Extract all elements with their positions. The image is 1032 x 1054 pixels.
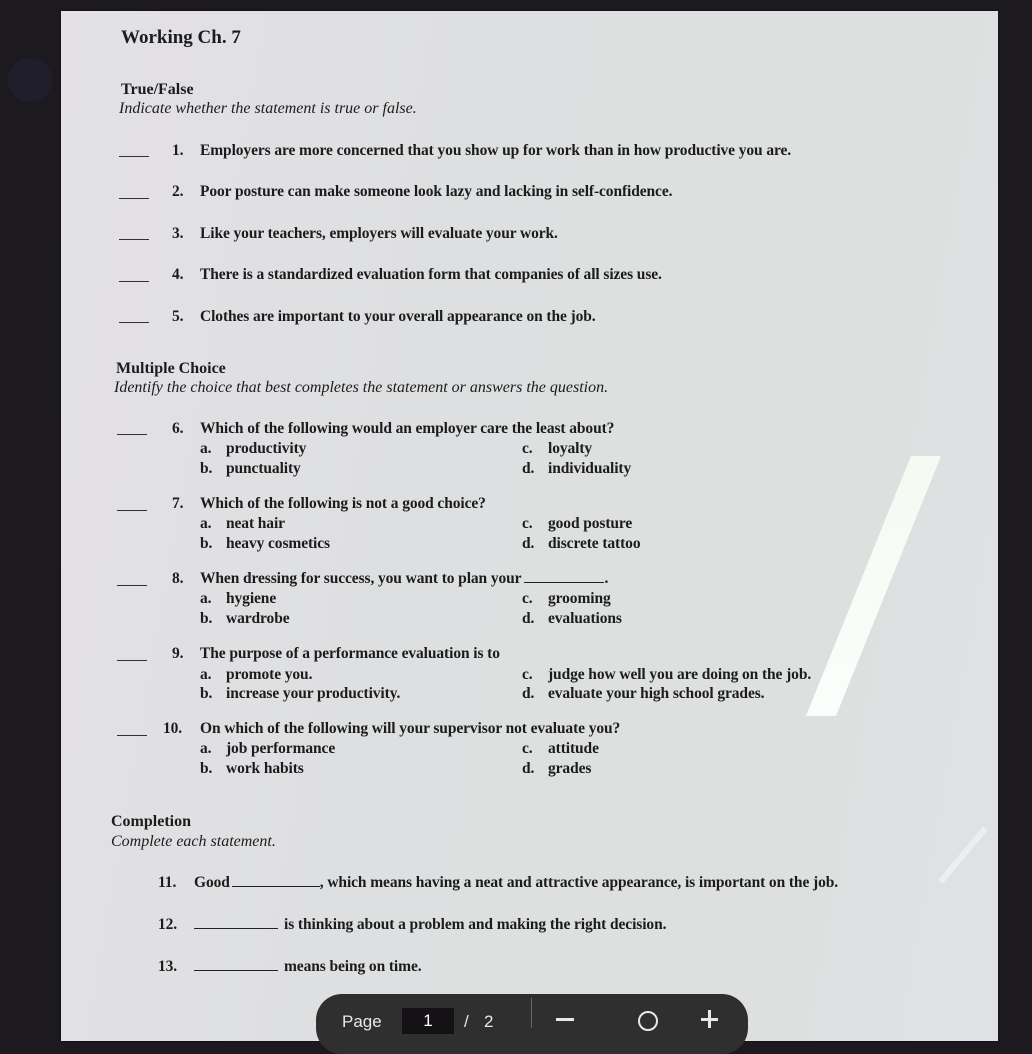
option-text: promote you. xyxy=(226,666,313,683)
page-number-input[interactable]: 1 xyxy=(402,1008,454,1034)
option-text: attitude xyxy=(548,740,599,757)
section-instruction-completion: Complete each statement. xyxy=(111,833,276,850)
option-text: job performance xyxy=(226,740,336,757)
option-label: a. xyxy=(200,740,212,757)
option-text: grooming xyxy=(548,590,611,607)
question-2 xyxy=(172,183,672,201)
option-label: d. xyxy=(522,535,535,552)
question-number: 8. xyxy=(172,570,184,587)
question-text: Employers are more concerned that you show up for work than in how productive you are. xyxy=(200,142,792,159)
question-9 xyxy=(172,645,500,663)
question-number: 3. xyxy=(172,225,184,242)
answer-blank-7[interactable] xyxy=(117,510,147,511)
section-heading-completion: Completion xyxy=(111,813,191,830)
option-text: increase your productivity. xyxy=(226,685,401,702)
option-text: neat hair xyxy=(226,515,285,532)
option-9a xyxy=(200,666,312,684)
document-title: Working Ch. 7 xyxy=(121,27,241,48)
option-7d xyxy=(522,535,640,553)
option-text: work habits xyxy=(226,760,304,777)
option-label: a. xyxy=(200,440,212,457)
option-7c xyxy=(522,515,632,533)
pdf-viewer-toolbar xyxy=(316,994,748,1054)
question-text: On which of the following will your supervisor not evaluate you? xyxy=(200,720,621,737)
question-4 xyxy=(172,266,662,284)
question-text: Like your teachers, employers will evaluate your work. xyxy=(200,225,558,242)
question-number: 7. xyxy=(172,495,184,512)
question-7 xyxy=(172,495,486,513)
question-text-after: . xyxy=(604,570,609,587)
section-instruction-true-false: Indicate whether the statement is true or false. xyxy=(119,100,417,117)
option-8c xyxy=(522,590,611,608)
section-heading-true-false: True/False xyxy=(121,81,194,98)
question-5 xyxy=(172,308,596,326)
fill-in-blank-12[interactable] xyxy=(194,916,278,929)
option-label: b. xyxy=(200,610,213,627)
fill-in-blank-8[interactable] xyxy=(524,570,604,583)
question-number: 5. xyxy=(172,308,184,325)
fill-in-blank-13[interactable] xyxy=(194,958,278,971)
question-text: Clothes are important to your overall appearance on the job. xyxy=(200,308,596,325)
question-number: 2. xyxy=(172,183,184,200)
option-label: a. xyxy=(200,590,212,607)
option-text: evaluations xyxy=(548,610,622,627)
option-text: wardrobe xyxy=(226,610,290,627)
answer-blank-6[interactable] xyxy=(117,434,147,435)
option-label: c. xyxy=(522,740,533,757)
option-label: c. xyxy=(522,590,533,607)
question-text-after: is thinking about a problem and making the right decision. xyxy=(284,916,667,933)
answer-blank-2[interactable] xyxy=(119,198,149,199)
question-number: 13. xyxy=(158,958,178,975)
option-text: evaluate your high school grades. xyxy=(548,685,765,702)
fit-page-icon[interactable] xyxy=(638,1011,658,1031)
question-number: 12. xyxy=(158,916,178,933)
question-text: Poor posture can make someone look lazy and lacking in self-confidence. xyxy=(200,183,673,200)
option-label: c. xyxy=(522,440,533,457)
page-label: Page xyxy=(342,1012,382,1031)
question-number: 6. xyxy=(172,420,184,437)
section-heading-multiple-choice: Multiple Choice xyxy=(116,360,226,377)
option-9d xyxy=(522,685,764,703)
option-label: d. xyxy=(522,760,535,777)
option-text: judge how well you are doing on the job. xyxy=(548,666,812,683)
option-label: b. xyxy=(200,535,213,552)
answer-blank-9[interactable] xyxy=(117,660,147,661)
option-text: loyalty xyxy=(548,440,593,457)
side-panel-button[interactable] xyxy=(8,58,52,102)
option-text: grades xyxy=(548,760,592,777)
option-text: individuality xyxy=(548,460,632,477)
option-10d xyxy=(522,760,591,778)
option-7a xyxy=(200,515,285,533)
question-3 xyxy=(172,225,558,243)
question-number: 9. xyxy=(172,645,184,662)
question-1 xyxy=(172,142,791,160)
option-6b xyxy=(200,460,301,478)
question-text-after: means being on time. xyxy=(284,958,422,975)
question-6 xyxy=(172,420,614,438)
option-8a xyxy=(200,590,276,608)
question-text-after: , which means having a neat and attractive appearance, is important on the job. xyxy=(319,874,839,891)
option-6d xyxy=(522,460,631,478)
answer-blank-10[interactable] xyxy=(117,735,147,736)
option-text: hygiene xyxy=(226,590,277,607)
question-text: Which of the following is not a good choice? xyxy=(200,495,486,512)
page-separator: / xyxy=(464,1012,469,1031)
option-label: a. xyxy=(200,515,212,532)
question-13 xyxy=(158,958,422,976)
option-label: d. xyxy=(522,460,535,477)
option-10b xyxy=(200,760,304,778)
question-number: 10. xyxy=(163,720,183,737)
question-text: There is a standardized evaluation form that companies of all sizes use. xyxy=(200,266,662,283)
question-10 xyxy=(163,720,620,738)
option-text: discrete tattoo xyxy=(548,535,641,552)
question-12 xyxy=(158,916,666,934)
option-label: b. xyxy=(200,460,213,477)
option-6a xyxy=(200,440,306,458)
option-9c xyxy=(522,666,811,684)
option-text: heavy cosmetics xyxy=(226,535,330,552)
question-text: The purpose of a performance evaluation is to xyxy=(200,645,500,662)
question-number: 11. xyxy=(158,874,177,891)
option-10c xyxy=(522,740,599,758)
option-label: b. xyxy=(200,760,213,777)
option-7b xyxy=(200,535,330,553)
option-8b xyxy=(200,610,290,628)
option-label: c. xyxy=(522,515,533,532)
fill-in-blank-11[interactable] xyxy=(232,874,320,887)
answer-blank-5[interactable] xyxy=(119,322,149,323)
option-6c xyxy=(522,440,592,458)
question-number: 1. xyxy=(172,142,184,159)
answer-blank-3[interactable] xyxy=(119,239,149,240)
option-label: d. xyxy=(522,685,535,702)
zoom-in-icon[interactable] xyxy=(708,1010,711,1028)
option-9b xyxy=(200,685,400,703)
question-text-before: Good xyxy=(194,874,230,891)
option-10a xyxy=(200,740,335,758)
question-text: When dressing for success, you want to plan your xyxy=(200,570,522,587)
question-text: Which of the following would an employer care the least about? xyxy=(200,420,615,437)
answer-blank-4[interactable] xyxy=(119,281,149,282)
answer-blank-1[interactable] xyxy=(119,156,149,157)
option-label: a. xyxy=(200,666,212,683)
answer-blank-8[interactable] xyxy=(117,585,147,586)
option-label: b. xyxy=(200,685,213,702)
screen-glare xyxy=(806,456,941,716)
question-11 xyxy=(158,874,838,892)
question-number: 4. xyxy=(172,266,184,283)
option-text: good posture xyxy=(548,515,633,532)
zoom-out-icon[interactable] xyxy=(556,1018,574,1021)
option-text: productivity xyxy=(226,440,307,457)
total-pages: 2 xyxy=(484,1012,494,1031)
section-instruction-multiple-choice: Identify the choice that best completes the statement or answers the question. xyxy=(114,379,609,396)
option-text: punctuality xyxy=(226,460,301,477)
option-label: c. xyxy=(522,666,533,683)
option-label: d. xyxy=(522,610,535,627)
option-8d xyxy=(522,610,622,628)
question-8 xyxy=(172,570,608,588)
